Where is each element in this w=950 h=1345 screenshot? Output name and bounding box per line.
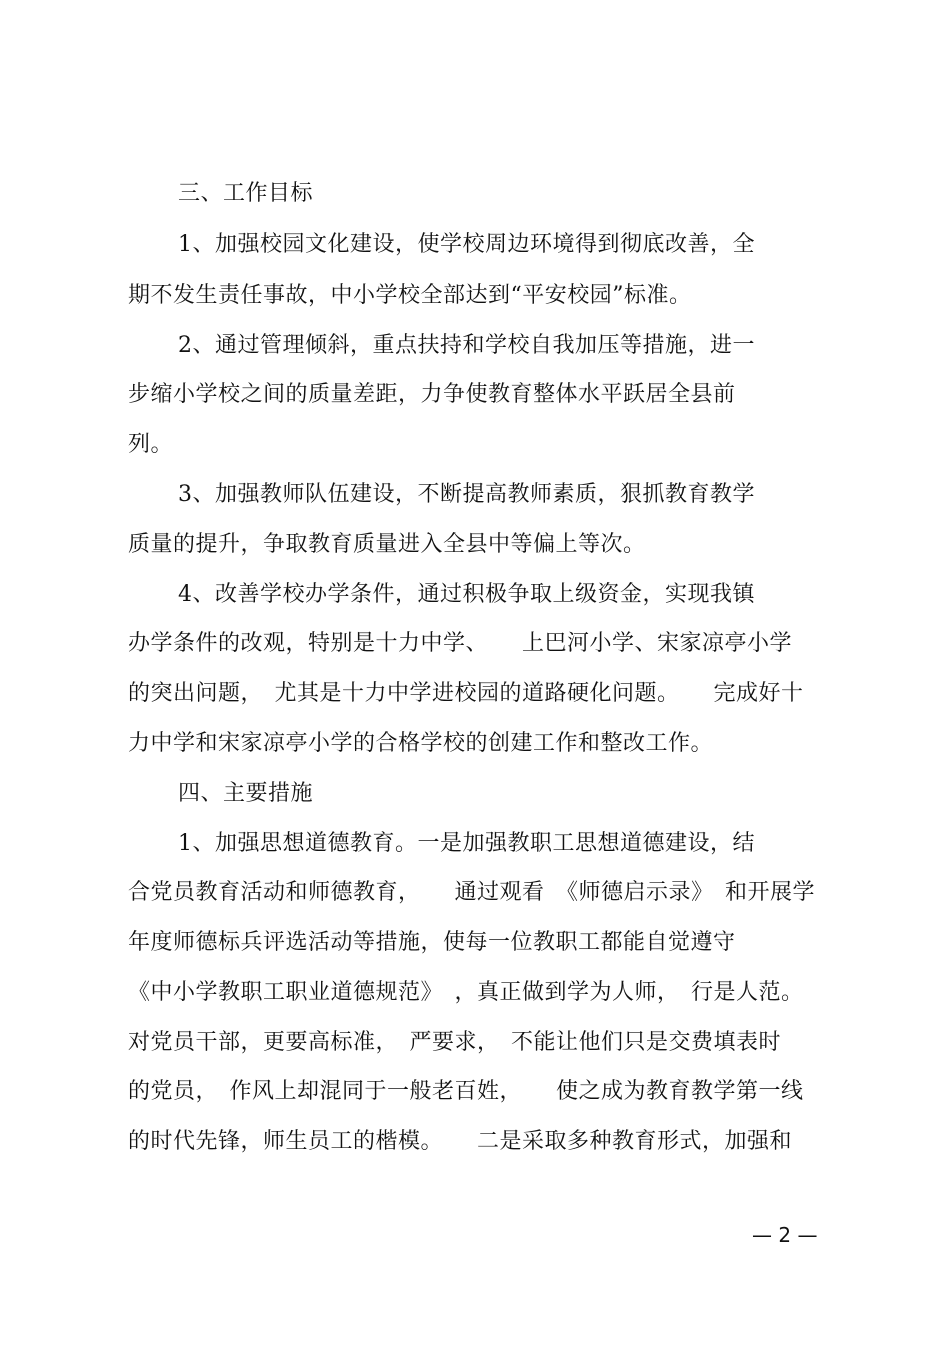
paragraph-line: 1、加强校园文化建设，使学校周边环境得到彻底改善，全 <box>178 232 755 257</box>
section-heading-goals: 三、工作目标 <box>178 181 314 206</box>
paragraph-line: 的突出问题， 尤其是十力中学进校园的道路硬化问题。 完成好十 <box>128 681 804 706</box>
page-number: — 2 — <box>752 1223 818 1247</box>
paragraph-line: 步缩小学校之间的质量差距，力争使教育整体水平跃居全县前 <box>128 382 736 407</box>
paragraph-line: 力中学和宋家凉亭小学的合格学校的创建工作和整改工作。 <box>128 731 714 756</box>
paragraph-line: 期不发生责任事故，中小学校全部达到“平安校园”标准。 <box>128 283 692 308</box>
paragraph-line: 列。 <box>128 432 174 457</box>
paragraph-line: 1、加强思想道德教育。一是加强教职工思想道德建设，结 <box>178 831 755 856</box>
paragraph-line: 质量的提升，争取教育质量进入全县中等偏上等次。 <box>128 532 646 557</box>
paragraph-line: 合党员教育活动和师德教育， 通过观看 《师德启示录》 和开展学 <box>128 880 816 905</box>
paragraph-line: 4、改善学校办学条件，通过积极争取上级资金，实现我镇 <box>178 582 755 607</box>
section-heading-measures: 四、主要措施 <box>178 781 314 806</box>
paragraph-line: 对党员干部，更要高标准， 严要求， 不能让他们只是交费填表时 <box>128 1030 782 1055</box>
paragraph-line: 办学条件的改观，特别是十力中学、 上巴河小学、宋家凉亭小学 <box>128 631 793 656</box>
paragraph-line: 3、加强教师队伍建设，不断提高教师素质，狠抓教育教学 <box>178 482 755 507</box>
paragraph-line: 的时代先锋，师生员工的楷模。 二是采取多种教育形式，加强和 <box>128 1129 793 1154</box>
paragraph-line: 的党员， 作风上却混同于一般老百姓， 使之成为教育教学第一线 <box>128 1079 804 1104</box>
paragraph-line: 2、通过管理倾斜，重点扶持和学校自我加压等措施，进一 <box>178 333 755 358</box>
paragraph-line: 《中小学教职工职业道德规范》 ，真正做到学为人师， 行是人范。 <box>128 980 804 1005</box>
paragraph-line: 年度师德标兵评选活动等措施，使每一位教职工都能自觉遵守 <box>128 930 736 955</box>
